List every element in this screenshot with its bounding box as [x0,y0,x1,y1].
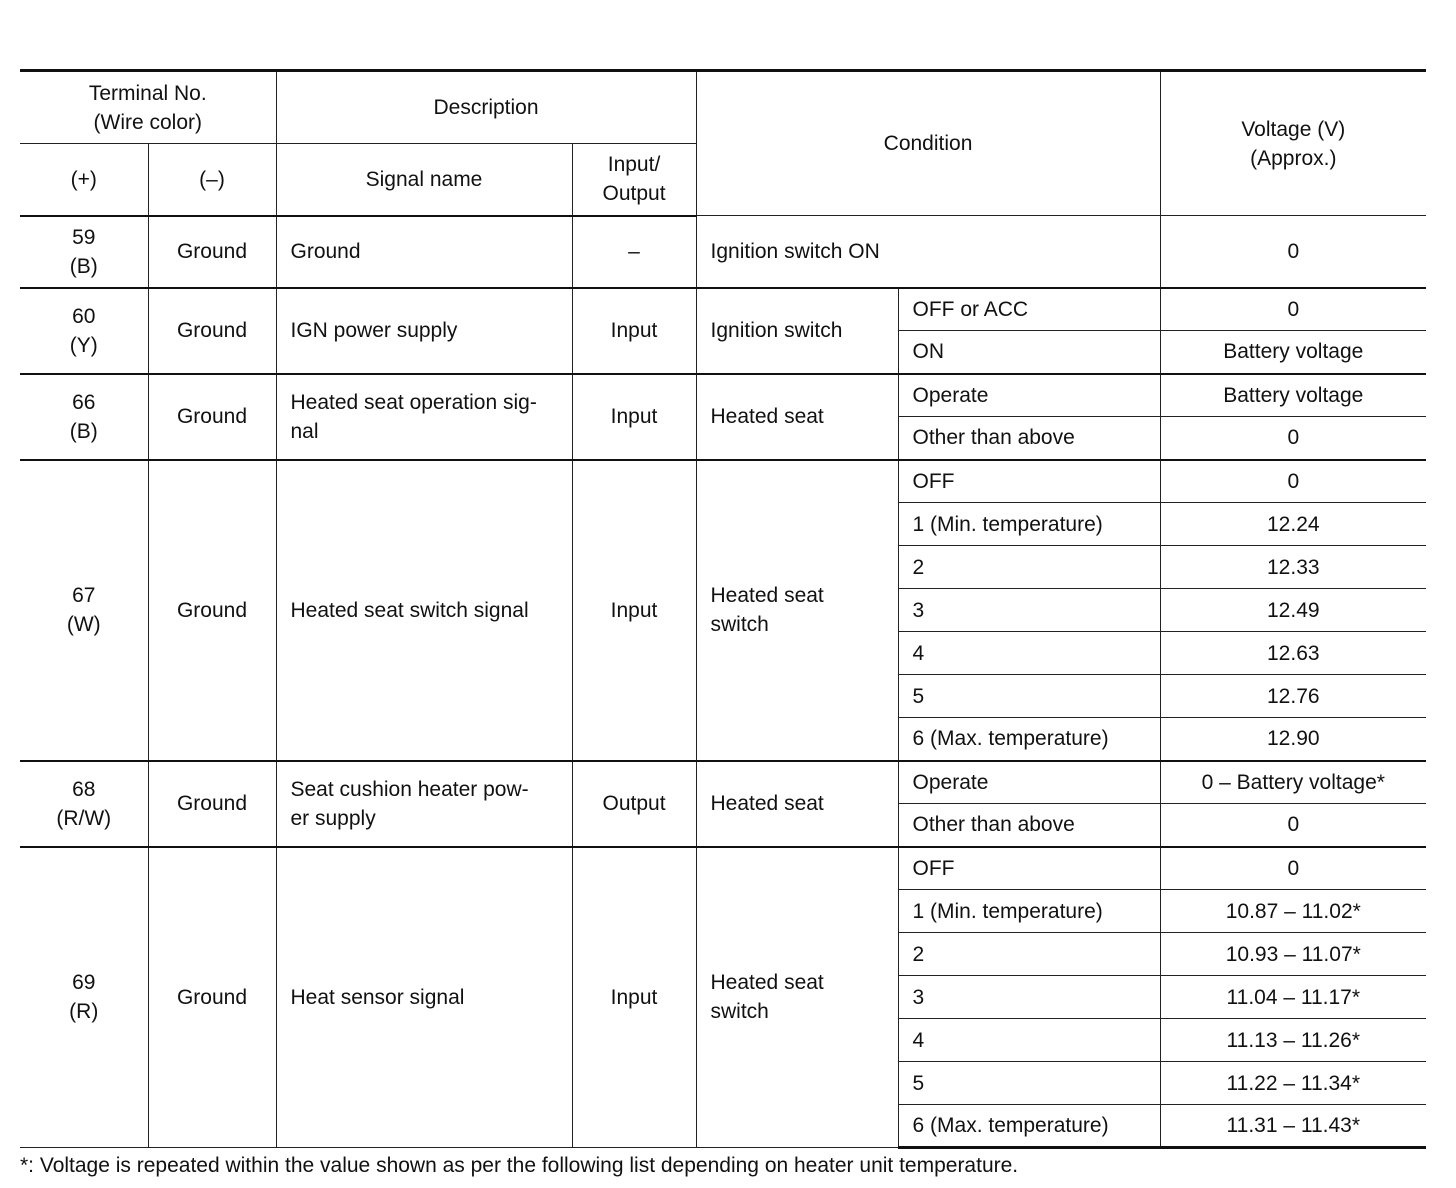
io-cell: Input [572,288,696,374]
voltage-cell: 11.22 – 11.34* [1160,1062,1426,1105]
state-cell: Other than above [898,417,1160,460]
state-cell: 6 (Max. temperature) [898,718,1160,761]
table-row [20,374,1426,417]
table-row [20,216,1426,288]
state-cell: 1 (Min. temperature) [898,503,1160,546]
state-cell: 6 (Max. temperature) [898,1105,1160,1148]
io-cell: Output [572,761,696,847]
voltage-cell: 0 [1160,288,1426,331]
ground-cell: Ground [148,460,276,761]
condition-cell: Ignition switch [696,288,898,374]
voltage-cell: 12.76 [1160,675,1426,718]
state-cell: OFF or ACC [898,288,1160,331]
header-input-output: Input/ Output [572,144,696,216]
state-cell: Operate [898,761,1160,804]
table-row [20,847,1426,890]
signal-name-cell: Heat sensor signal [276,847,572,1148]
terminal-cell: 68 (R/W) [20,761,148,847]
signal-name-cell: Heated seat operation sig- nal [276,374,572,460]
signal-name-cell: IGN power supply [276,288,572,374]
table-row [20,761,1426,804]
terminal-cell: 69 (R) [20,847,148,1148]
ground-cell: Ground [148,288,276,374]
terminal-spec-table [20,69,1426,1149]
voltage-cell: 0 [1160,216,1426,288]
voltage-cell: 11.31 – 11.43* [1160,1105,1426,1148]
ground-cell: Ground [148,847,276,1148]
voltage-cell: 0 – Battery voltage* [1160,761,1426,804]
header-terminal: Terminal No. (Wire color) [20,71,276,144]
io-cell: Input [572,374,696,460]
ground-cell: Ground [148,374,276,460]
header-condition: Condition [696,71,1160,216]
state-cell: OFF [898,847,1160,890]
voltage-cell: Battery voltage [1160,374,1426,417]
io-cell: Input [572,847,696,1148]
voltage-cell: 0 [1160,460,1426,503]
state-cell: ON [898,331,1160,374]
header-plus: (+) [20,144,148,216]
header-description: Description [276,71,696,144]
ground-cell: Ground [148,216,276,288]
header-signal-name: Signal name [276,144,572,216]
voltage-cell: 12.90 [1160,718,1426,761]
state-cell: 2 [898,933,1160,976]
condition-cell: Heated seat switch [696,847,898,1148]
state-cell: 1 (Min. temperature) [898,890,1160,933]
table-row [20,288,1426,331]
voltage-cell: 11.04 – 11.17* [1160,976,1426,1019]
io-cell: – [572,216,696,288]
voltage-cell: 0 [1160,804,1426,847]
condition-cell: Heated seat [696,761,898,847]
terminal-cell: 66 (B) [20,374,148,460]
terminal-cell: 60 (Y) [20,288,148,374]
voltage-cell: 0 [1160,847,1426,890]
voltage-cell: 10.87 – 11.02* [1160,890,1426,933]
state-cell: OFF [898,460,1160,503]
state-cell: 4 [898,1019,1160,1062]
footnote: *: Voltage is repeated within the value shown as per the following list depending on heater unit temperature. [20,1154,1019,1177]
condition-cell: Heated seat switch [696,460,898,761]
voltage-cell: 0 [1160,417,1426,460]
terminal-cell: 67 (W) [20,460,148,761]
state-cell: 2 [898,546,1160,589]
ground-cell: Ground [148,761,276,847]
voltage-cell: Battery voltage [1160,331,1426,374]
signal-name-cell: Heated seat switch signal [276,460,572,761]
signal-name-cell: Ground [276,216,572,288]
state-cell: 4 [898,632,1160,675]
voltage-cell: 11.13 – 11.26* [1160,1019,1426,1062]
state-cell: 5 [898,1062,1160,1105]
header-voltage: Voltage (V) (Approx.) [1160,71,1426,216]
table-row [20,460,1426,503]
voltage-cell: 12.24 [1160,503,1426,546]
state-cell: 5 [898,675,1160,718]
header-minus: (–) [148,144,276,216]
condition-cell: Heated seat [696,374,898,460]
voltage-cell: 12.63 [1160,632,1426,675]
io-cell: Input [572,460,696,761]
state-cell: Other than above [898,804,1160,847]
voltage-cell: 12.49 [1160,589,1426,632]
signal-name-cell: Seat cushion heater pow- er supply [276,761,572,847]
voltage-cell: 12.33 [1160,546,1426,589]
voltage-cell: 10.93 – 11.07* [1160,933,1426,976]
condition-cell: Ignition switch ON [696,216,1160,288]
state-cell: Operate [898,374,1160,417]
state-cell: 3 [898,589,1160,632]
state-cell: 3 [898,976,1160,1019]
terminal-cell: 59 (B) [20,216,148,288]
